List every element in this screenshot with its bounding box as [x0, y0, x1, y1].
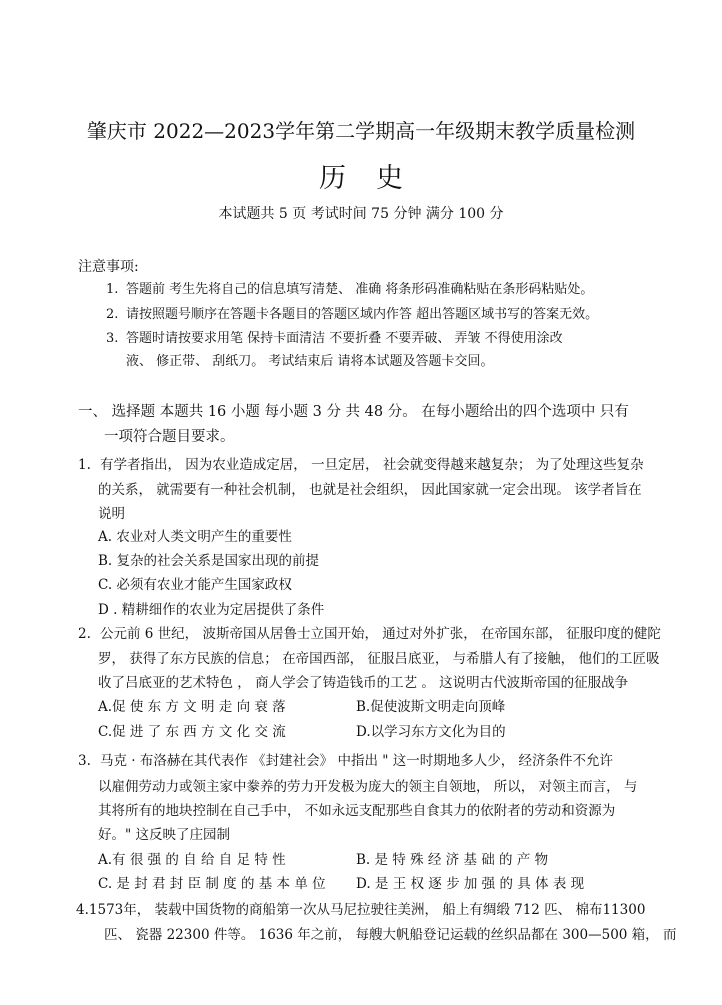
- option-d[interactable]: D. 是 王 权 逐 步 加 强 的 具 体 表 现: [356, 876, 585, 892]
- note-text: 答题前 考生先将自己的信息填写清楚、 准确 将条形码准确粘贴在条形码粘贴处。: [126, 282, 594, 297]
- question-4-line: [76, 901, 645, 919]
- exam-info: 本试题共 5 页 考试时间 75 分钟 满分 100 分: [218, 206, 504, 222]
- section-heading-continued: 一项符合题目要求。: [104, 429, 235, 445]
- question-text: 匹、 瓷器 22300 件等。 1636 年之前， 每艘大帆船登记运载的丝织品都在 300—500 箱， 而: [104, 927, 677, 943]
- exam-title: 肇庆市 2022—2023学年第二学期高一年级期末教学质量检测: [86, 119, 636, 143]
- question-number: 3.: [78, 753, 91, 769]
- question-2-line: [78, 625, 661, 643]
- question-text: 以雇佣劳动力或领主家中豢养的劳力开发极为庞大的领主自领地， 所以， 对领主而言， 与: [98, 779, 638, 795]
- option-d[interactable]: D . 精耕细作的农业为定居提供了条件: [98, 602, 325, 618]
- section-heading: 一、 选择题 本题共 16 小题 每小题 3 分 共 48 分。 在每小题给出的四个选项中 只有: [78, 404, 629, 420]
- note-item: [106, 330, 563, 348]
- note-number: 3.: [106, 331, 119, 346]
- option-c[interactable]: C.促 进 了 东 西 方 文 化 交 流: [98, 724, 286, 740]
- note-number: 1.: [106, 282, 119, 297]
- note-item: [106, 281, 593, 299]
- question-number: 2.: [78, 626, 91, 642]
- question-text: 有学者指出， 因为农业造成定居， 一旦定居， 社会就变得越来越复杂； 为了处理这些复杂: [100, 457, 644, 473]
- question-text: 其将所有的地块控制在自己手中， 不如永远支配那些自食其力的依附者的劳动和资源为: [98, 803, 616, 819]
- question-text: 收了吕底亚的艺术特色 ， 商人学会了铸造钱币的工艺 。 这说明古代波斯帝国的征服战争: [98, 675, 629, 691]
- question-text: 说明: [98, 506, 125, 522]
- question-1-line: [78, 456, 644, 474]
- option-a[interactable]: A.有 很 强 的 自 给 自 足 特 性: [98, 852, 286, 868]
- note-text: 请按照题号顺序在答题卡各题目的答题区域内作答 超出答题区域书写的答案无效。: [126, 307, 599, 322]
- option-b[interactable]: B.促使波斯文明走向顶峰: [356, 699, 506, 715]
- question-3-line: [78, 752, 613, 770]
- option-a[interactable]: A.促 使 东 方 文 明 走 向 衰 落: [98, 699, 286, 715]
- option-b[interactable]: B. 是 特 殊 经 济 基 础 的 产 物: [356, 852, 549, 868]
- option-c[interactable]: C. 必须有农业才能产生国家政权: [98, 577, 292, 593]
- option-c[interactable]: C. 是 封 君 封 臣 制 度 的 基 本 单 位: [98, 876, 326, 892]
- note-text-continued: 液、 修正带、 刮纸刀。 考试结束后 请将本试题及答题卡交回。: [126, 354, 494, 369]
- question-text: 的关系， 就需要有一种社会机制， 也就是社会组织， 因此国家就一定会出现。 该学者旨在: [98, 482, 642, 498]
- question-text: 1573年， 装载中国货物的商船第一次从马尼拉驶往美洲， 船上有绸缎 712 匹、 棉布11300: [88, 902, 646, 918]
- note-item: [106, 306, 598, 324]
- subject-title: 历史: [319, 163, 433, 194]
- question-text: 罗， 获得了东方民族的信息； 在帝国西部， 征服吕底亚， 与希腊人有了接触， 他们的工匠吸: [98, 651, 660, 667]
- notes-heading: 注意事项:: [78, 259, 139, 275]
- option-a[interactable]: A. 农业对人类文明产生的重要性: [98, 529, 292, 545]
- option-b[interactable]: B. 复杂的社会关系是国家出现的前提: [98, 553, 320, 569]
- question-text: 公元前 6 世纪， 波斯帝国从居鲁士立国开始， 通过对外扩张， 在帝国东部， 征服印度的健陀: [100, 626, 661, 642]
- question-text: 好。" 这反映了庄园制: [98, 827, 231, 843]
- question-number: 1.: [78, 457, 91, 473]
- question-text: 马克 · 布洛赫在其代表作 《封建社会》 中指出 " 这一时期地多人少， 经济条件不允许: [100, 753, 614, 769]
- note-number: 2.: [106, 307, 119, 322]
- note-text: 答题时请按要求用笔 保持卡面清洁 不要折叠 不要弄破、 弄皱 不得使用涂改: [126, 331, 563, 346]
- question-number: 4.: [76, 902, 89, 918]
- option-d[interactable]: D.以学习东方文化为目的: [356, 724, 506, 740]
